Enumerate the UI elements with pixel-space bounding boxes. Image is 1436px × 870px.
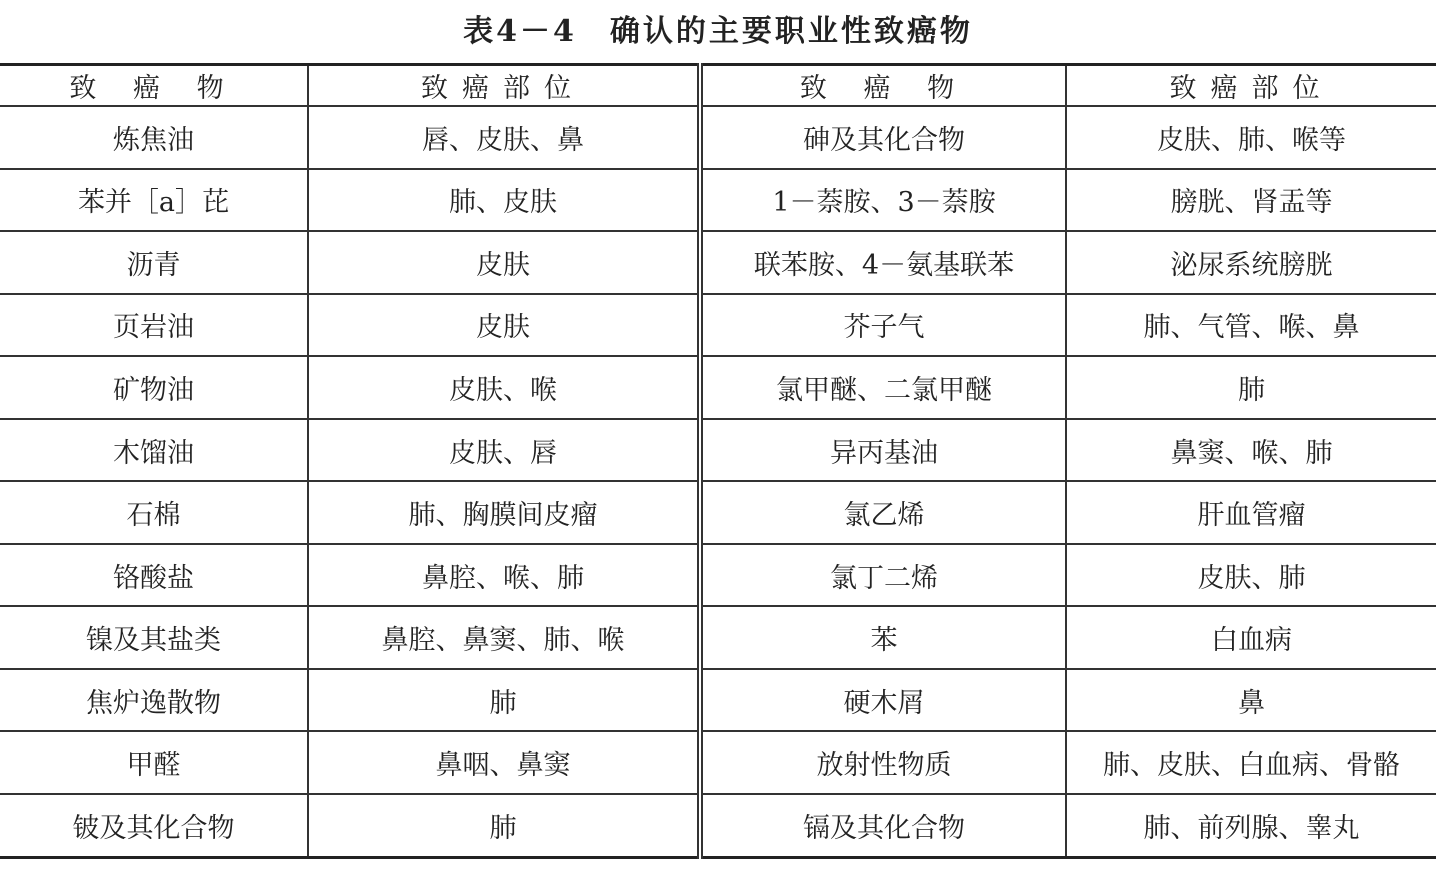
cell-site-left: 肺、胸膜间皮瘤 [308,481,700,544]
cell-site-left: 皮肤 [308,231,700,294]
table-row [0,794,1436,857]
table-title: 表4－4 确认的主要职业性致癌物 [463,14,973,49]
cell-site-right: 膀胱、肾盂等 [1066,169,1436,232]
cell-carcinogen-left: 苯并［a］芘 [0,169,308,232]
cell-carcinogen-left: 焦炉逸散物 [0,669,308,732]
cell-carcinogen-left: 镍及其盐类 [0,606,308,669]
cell-site-left: 皮肤、唇 [308,419,700,482]
cell-site-left: 皮肤 [308,294,700,357]
carcinogen-table [0,63,1436,859]
cell-site-left: 肺 [308,669,700,732]
cell-carcinogen-left: 矿物油 [0,356,308,419]
cell-site-right: 肺、皮肤、白血病、骨骼 [1066,731,1436,794]
cell-site-left: 皮肤、喉 [308,356,700,419]
header-carcinogen-right: 致 癌 物 [700,65,1066,107]
cell-carcinogen-right: 砷及其化合物 [700,106,1066,169]
cell-carcinogen-right: 氯乙烯 [700,481,1066,544]
table-row [0,606,1436,669]
cell-site-right: 鼻 [1066,669,1436,732]
table-row [0,731,1436,794]
cell-carcinogen-left: 铬酸盐 [0,544,308,607]
cell-site-left: 鼻腔、鼻窦、肺、喉 [308,606,700,669]
cell-carcinogen-right: 芥子气 [700,294,1066,357]
cell-carcinogen-left: 木馏油 [0,419,308,482]
cell-carcinogen-right: 放射性物质 [700,731,1066,794]
cell-carcinogen-right: 氯甲醚、二氯甲醚 [700,356,1066,419]
table-row [0,169,1436,232]
cell-carcinogen-left: 炼焦油 [0,106,308,169]
header-site-left: 致癌部位 [308,65,700,107]
cell-site-right: 白血病 [1066,606,1436,669]
table-row [0,544,1436,607]
cell-site-left: 鼻腔、喉、肺 [308,544,700,607]
cell-site-right: 皮肤、肺 [1066,544,1436,607]
table-body [0,106,1436,858]
cell-site-right: 肺、气管、喉、鼻 [1066,294,1436,357]
cell-site-left: 鼻咽、鼻窦 [308,731,700,794]
header-carcinogen-left: 致 癌 物 [0,65,308,107]
cell-site-left: 唇、皮肤、鼻 [308,106,700,169]
header-site-right: 致癌部位 [1066,65,1436,107]
cell-carcinogen-left: 石棉 [0,481,308,544]
cell-site-right: 肝血管瘤 [1066,481,1436,544]
cell-carcinogen-right: 镉及其化合物 [700,794,1066,857]
table-row [0,231,1436,294]
header-row [0,65,1436,107]
table-row [0,669,1436,732]
cell-site-left: 肺、皮肤 [308,169,700,232]
cell-site-right: 肺、前列腺、睾丸 [1143,813,1360,844]
cell-carcinogen-right: 硬木屑 [700,669,1066,732]
cell-site-right: 泌尿系统膀胱 [1066,231,1436,294]
table-row [0,106,1436,169]
cell-carcinogen-right: 联苯胺、4－氨基联苯 [700,231,1066,294]
cell-carcinogen-right: 氯丁二烯 [700,544,1066,607]
table-row [0,481,1436,544]
cell-carcinogen-right: 异丙基油 [700,419,1066,482]
cell-carcinogen-right: 苯 [700,606,1066,669]
table-row [0,294,1436,357]
table-row [0,419,1436,482]
cell-site-right: 肺 [1066,356,1436,419]
table-row [0,356,1436,419]
cell-site-left: 肺 [308,794,700,857]
cell-site-right: 皮肤、肺、喉等 [1066,106,1436,169]
cell-carcinogen-left: 铍及其化合物 [0,794,308,857]
cell-carcinogen-left: 页岩油 [0,294,308,357]
cell-carcinogen-left: 沥青 [0,231,308,294]
cell-carcinogen-left: 甲醛 [0,731,308,794]
cell-carcinogen-right: 1－萘胺、3－萘胺 [700,169,1066,232]
cell-site-right: 鼻窦、喉、肺 [1066,419,1436,482]
